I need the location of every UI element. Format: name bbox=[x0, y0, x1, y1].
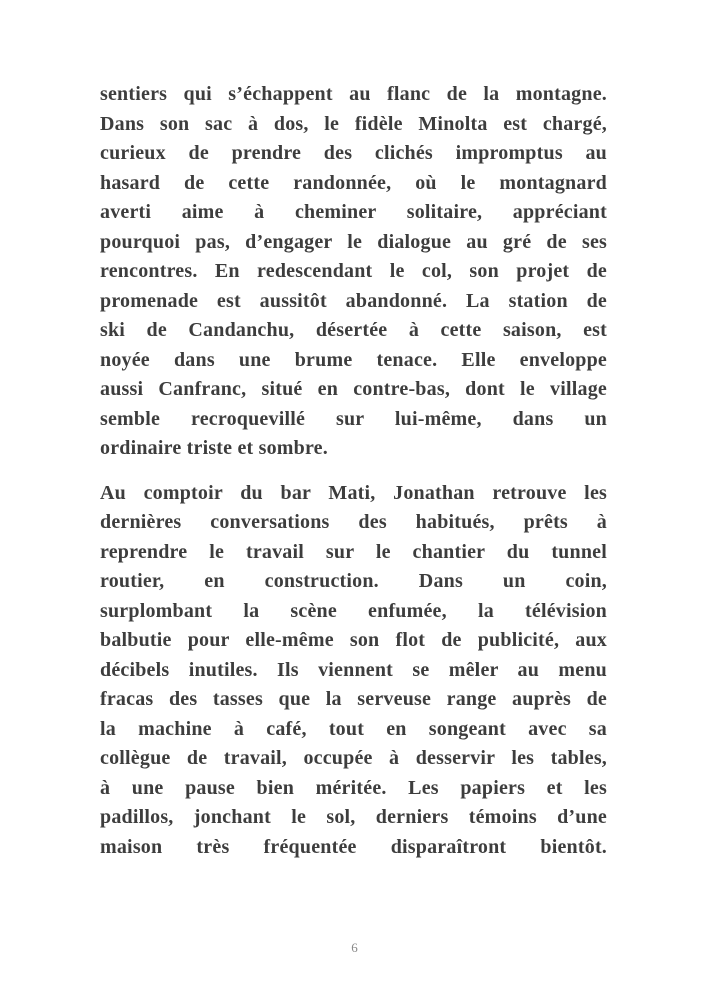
text-line: aussi Canfranc, situé en contre-bas, dont le village bbox=[100, 378, 607, 400]
text-line: Dans son sac à dos, le fidèle Minolta est chargé, bbox=[100, 112, 607, 135]
page-number: 6 bbox=[351, 940, 358, 955]
text-line: averti aime à cheminer solitaire, appréciant bbox=[100, 201, 607, 223]
text-line: la machine à café, tout en songeant avec sa bbox=[100, 717, 607, 740]
text-line: promenade est aussitôt abandonné. La station de bbox=[100, 289, 607, 312]
text-line: collègue de travail, occupée à desservir les tables, bbox=[100, 747, 607, 769]
text-line: reprendre le travail sur le chantier du tunnel bbox=[100, 540, 607, 563]
paragraph bbox=[100, 80, 607, 464]
text-line: hasard de cette randonnée, où le montagnard bbox=[100, 171, 607, 194]
text-line: semble recroquevillé sur lui-même, dans un bbox=[100, 407, 607, 430]
page-text bbox=[100, 80, 607, 877]
text-line: surplombant la scène enfumée, la télévision bbox=[100, 599, 607, 622]
text-line: ordinaire triste et sombre. bbox=[100, 437, 328, 459]
text-line: rencontres. En redescendant le col, son projet de bbox=[100, 260, 607, 282]
text-line: routier, en construction. Dans un coin, bbox=[100, 570, 607, 592]
text-line: ski de Candanchu, désertée à cette saison, est bbox=[100, 319, 607, 341]
paragraph bbox=[100, 479, 607, 863]
text-line: pourquoi pas, d’engager le dialogue au gré de ses bbox=[100, 230, 607, 253]
text-line: décibels inutiles. Ils viennent se mêler au menu bbox=[100, 658, 607, 681]
text-line: fracas des tasses que la serveuse range auprès de bbox=[100, 688, 607, 710]
text-line: maison très fréquentée disparaîtront bientôt. bbox=[100, 835, 607, 858]
text-line: padillos, jonchant le sol, derniers témoins d’une bbox=[100, 806, 607, 828]
text-line: dernières conversations des habitués, prêts à bbox=[100, 511, 607, 533]
text-line: sentiers qui s’échappent au flanc de la montagne. bbox=[100, 83, 607, 105]
text-line: à une pause bien méritée. Les papiers et les bbox=[100, 776, 607, 799]
text-line: Au comptoir du bar Mati, Jonathan retrouve les bbox=[100, 481, 607, 504]
text-line: noyée dans une brume tenace. Elle enveloppe bbox=[100, 348, 607, 371]
text-line: curieux de prendre des clichés impromptus au bbox=[100, 142, 607, 164]
text-line: balbutie pour elle-même son flot de publicité, aux bbox=[100, 629, 607, 651]
